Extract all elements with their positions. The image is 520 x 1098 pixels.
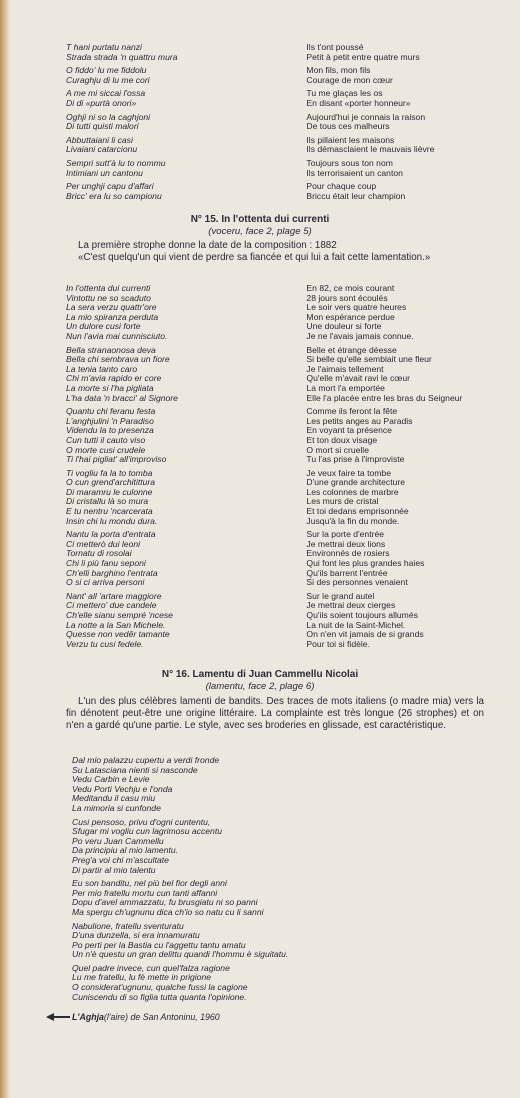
verse-line — [66, 169, 486, 179]
verse-line — [66, 53, 486, 63]
corsican-verse: Ci mettero' due candele — [66, 601, 157, 611]
section-15-intro-line: «C'est quelqu'un qui vient de perdre sa fiancée et qui lui a fait cette lamentation.» — [78, 252, 431, 263]
corsican-verse: D'una dunzella, si era innamuratu — [72, 930, 200, 941]
corsican-verse: Ma spergu ch'ugnunu dica ch'io so natu cu li sanni — [72, 906, 264, 917]
poem-section-16 — [72, 756, 472, 1006]
corsican-verse: Ch'elle sianu sempré 'ncese — [66, 611, 173, 620]
verse-line — [66, 488, 486, 498]
corsican-verse: O si ci arriva personi — [66, 578, 145, 588]
corsican-verse: Bella chi sembrava un fiore — [66, 355, 170, 365]
corsican-verse: Insin chi lu mondu dura. — [66, 516, 158, 526]
poem-section-15 — [66, 284, 486, 653]
french-translation: On n'en vit jamais de si grands — [306, 630, 424, 640]
french-translation: Je l'aimais tellement — [306, 364, 384, 374]
corsican-verse: Quel padre invece, cun quel'falza ragione — [72, 962, 230, 973]
french-translation: En 82, ce mois courant — [306, 284, 395, 293]
stanza — [66, 43, 486, 62]
stanza — [66, 159, 486, 178]
corsican-verse: Un n'è questu un gran delittu quandi l'hommu è siguitatu. — [72, 949, 289, 960]
french-translation: Sur le grand autel — [306, 591, 375, 601]
stanza — [72, 818, 472, 876]
verse-line — [66, 43, 486, 53]
french-translation: Si des personnes venaient — [306, 578, 408, 588]
corsican-verse: Ti vogliu fa la to tomba — [66, 468, 153, 478]
corsican-verse: La notte a la San Michele. — [66, 620, 166, 630]
corsican-verse: Cusi pensoso, privu d'ogni cuntentu, — [72, 816, 211, 827]
stanza — [66, 530, 486, 588]
french-translation: Une douleur si forte — [306, 322, 382, 332]
stanza — [66, 284, 486, 342]
section-16-intro-text: L'un des plus célèbres lamenti de bandits. Des traces de mots italiens (o madre mia) vers la fin dénotent peut-être une origine littéraire. La complainte est très longue (26 strophes) et on n'en a gardé qu'une partie. Le style, avec ses broderies en glissade, est caractéristique. — [66, 696, 484, 731]
french-translation: Les petits anges au Paradis — [306, 416, 413, 426]
corsican-verse: Sfugar mi vogliu cun lagrimosu accentu — [72, 826, 222, 837]
corsican-verse: Videndu la to presenza — [66, 426, 154, 436]
french-translation: Ils démasclaient le mauvais lièvre — [306, 145, 435, 155]
section-16-subtitle: (lamentu, face 2, plage 6) — [205, 681, 315, 692]
verse-line — [66, 355, 486, 365]
french-translation: En voyant ta présence — [306, 426, 392, 436]
verse-line — [66, 182, 486, 192]
corsican-verse: Preg'a voi chi m'ascultate — [72, 854, 169, 865]
corsican-verse: Per mio fratellu mortu cun tanti affanni — [72, 887, 218, 898]
stanza — [66, 346, 486, 404]
french-translation: En disant «porter honneur» — [306, 98, 411, 108]
verse-line — [66, 76, 486, 86]
verse-line — [66, 640, 486, 650]
french-translation: Qu'elle m'avait ravi le cœur — [306, 374, 410, 384]
french-translation: Belle et étrange déesse — [306, 345, 397, 355]
french-translation: Toujours sous ton nom — [306, 158, 393, 168]
french-translation: Elle l'a placée entre les bras du Seigneur — [306, 393, 463, 403]
french-translation: Tu l'as prise à l'improviste — [306, 455, 405, 465]
verse-line — [66, 559, 486, 569]
french-translation: Les colonnes de marbre — [306, 487, 399, 497]
corsican-verse: Su Latasciana nienti si nasconde — [72, 764, 198, 775]
corsican-verse: Ci metterò dui leoni — [66, 539, 141, 549]
french-translation: Je mettrai deux cierges — [306, 601, 396, 611]
corsican-verse: O fiddo' lu me fiddolu — [66, 66, 147, 76]
verse-line — [66, 192, 486, 202]
stanza — [66, 407, 486, 465]
corsican-verse: Nant' all 'artare maggiore — [66, 591, 162, 601]
corsican-verse: Verzu tu cusi fedele. — [66, 639, 144, 649]
corsican-verse: Nabulione, fratellu sventuratu — [72, 920, 184, 931]
verse-line — [66, 417, 486, 427]
corsican-verse: Intimiani un cantonu — [66, 168, 143, 178]
verse-line — [66, 303, 486, 313]
corsican-verse: O morte cusi crudele — [66, 445, 146, 455]
verse-line — [66, 478, 486, 488]
corsican-verse: Lu me fratellu, lu fè mette in prigione — [72, 972, 212, 983]
verse-line — [66, 611, 486, 621]
stanza — [66, 66, 486, 85]
french-translation: Ils terrorisaient un canton — [306, 168, 403, 178]
corsican-verse: Cun tutti il cauto viso — [66, 435, 146, 445]
french-translation: Comme ils feront la fête — [306, 407, 398, 417]
verse-line — [66, 426, 486, 436]
corsican-verse: Di maramru le culonne — [66, 487, 153, 497]
corsican-verse: Di partir al mio talentu — [72, 864, 156, 875]
caption-text: (l'aire) de San Antoninu, 1960 — [103, 1012, 220, 1022]
verse-line — [66, 322, 486, 332]
verse-line — [66, 517, 486, 527]
corsican-verse: Curaghju di lu me cori — [66, 75, 150, 85]
corsican-verse: T hani purtatu nanzi — [66, 43, 142, 52]
french-translation: Je mettrai deux lions — [306, 539, 386, 549]
french-translation: Le soir vers quatre heures — [306, 303, 407, 313]
corsican-verse: Vedu Carbin e Levie — [72, 774, 150, 785]
french-translation: Pour toi si fidèle. — [306, 639, 370, 649]
french-translation: La nuit de la Saint-Michel. — [306, 620, 406, 630]
verse-line — [66, 446, 486, 456]
corsican-verse: L'ha data 'n bracci' al Signore — [66, 393, 178, 403]
verse-line — [66, 384, 486, 394]
french-translation: Environnés de rosiers — [306, 549, 390, 559]
french-translation: Jusqu'à la fin du monde. — [306, 516, 400, 526]
corsican-verse: Ch'elli barghino l'entrata — [66, 568, 158, 578]
french-translation: Mon espérance perdue — [306, 312, 395, 322]
verse-line — [66, 436, 486, 446]
corsican-verse: O cun grend'architittura — [66, 478, 156, 488]
corsican-verse: A me mi siccai l'ossa — [66, 89, 146, 99]
corsican-verse: In l'ottenta dui currenti — [66, 284, 151, 293]
corsican-verse: Per unghji capu d'affari — [66, 182, 154, 192]
corsican-verse: Dopu d'avel ammazzatu, fu brusgiatu ni so panni — [72, 897, 258, 908]
stanza — [72, 922, 472, 960]
caption-prefix: L'Aghja — [72, 1012, 104, 1022]
verse-line — [66, 507, 486, 517]
section-15-intro — [66, 240, 484, 264]
verse-line — [66, 346, 486, 356]
corsican-verse: Sempri sutt'à lu to nommu — [66, 158, 166, 168]
corsican-verse: Livaiani catarcionu — [66, 145, 138, 155]
corsican-verse: Oghji ni so la caghjoni — [66, 112, 151, 122]
french-translation: Je veux faire ta tombe — [306, 468, 391, 478]
french-translation: Et toi dedans emprisonnée — [306, 507, 409, 517]
verse-line — [66, 407, 486, 417]
stanza — [72, 879, 472, 917]
corsican-verse: Quesse non vedêr tamante — [66, 630, 170, 640]
french-translation: D'une grande architecture — [306, 478, 406, 488]
corsican-verse: Tornatu di rosolai — [66, 549, 132, 559]
corsican-verse: La morte si l'ha pigliata — [66, 383, 154, 393]
verse-line — [66, 530, 486, 540]
french-translation: Aujourd'hui je connais la raison — [306, 112, 426, 122]
verse-line — [66, 374, 486, 384]
stanza — [66, 469, 486, 527]
stanza — [66, 113, 486, 132]
french-translation: Sur la porte d'entrée — [306, 530, 385, 540]
french-translation: Je ne l'avais jamais connue. — [306, 331, 414, 341]
photo-caption — [46, 1012, 220, 1022]
section-15-title: N° 15. In l'ottenta dui currenti — [190, 214, 330, 225]
french-translation: Tu me glaças les os — [306, 89, 383, 99]
verse-line — [66, 592, 486, 602]
verse-line — [66, 332, 486, 342]
verse-line — [66, 113, 486, 123]
corsican-verse: Ti l'hai pigliat' all'improviso — [66, 455, 167, 465]
corsican-verse: Eu son banditu, nel più bel fior degli anni — [72, 878, 227, 889]
verse-line — [66, 630, 486, 640]
french-translation: Qui font les plus grandes haies — [306, 559, 425, 569]
french-translation: O mort si cruelle — [306, 445, 369, 455]
corsican-verse: Meditandu il casu miu — [72, 793, 156, 804]
verse-line — [66, 365, 486, 375]
corsican-verse: Strada strada 'n quattru mura — [66, 52, 178, 62]
corsican-verse: Nantu la porta d'entrata — [66, 530, 156, 540]
corsican-verse: Bricc' era lu so campionu — [66, 191, 162, 201]
corsican-verse: Vedu Porti Vechju e l'onda — [72, 783, 173, 794]
french-translation: Qu'ils barrent l'entrée — [306, 568, 388, 578]
stanza — [66, 136, 486, 155]
french-translation: Pour chaque coup — [306, 182, 377, 192]
french-translation: La mort l'a emportée — [306, 383, 385, 393]
verse-line — [66, 294, 486, 304]
corsican-verse: L'anghjulini 'n Paradiso — [66, 416, 154, 426]
verse-line — [66, 578, 486, 588]
corsican-verse: Nun l'avia mai cunnisciuto. — [66, 331, 168, 341]
stanza — [66, 89, 486, 108]
corsican-verse: Dal mio palazzu cupertu a verdi fronde — [72, 755, 220, 765]
verse-line — [66, 540, 486, 550]
section-15-heading — [0, 214, 520, 237]
corsican-verse: La sera verzu quattr'ore — [66, 303, 157, 313]
verse-line — [66, 549, 486, 559]
corsican-verse: Abbuttaiani li casi — [66, 135, 133, 145]
verse-line — [66, 469, 486, 479]
corsican-verse: Chi m'avia rapido er core — [66, 374, 162, 384]
verse-line — [66, 601, 486, 611]
arrow-left-icon — [46, 1012, 70, 1022]
corsican-verse: Bella stranaonosa deva — [66, 345, 156, 355]
stanza — [72, 756, 472, 814]
section-16-heading — [0, 669, 520, 692]
french-translation: Les murs de cristal — [306, 497, 379, 507]
french-translation: Mon fils, mon fils — [306, 66, 371, 76]
french-translation: Courage de mon cœur — [306, 75, 393, 85]
french-translation: Briccu était leur champion — [306, 191, 406, 201]
corsican-verse: La mimoria si cunfonde — [72, 802, 161, 813]
verse-line — [66, 455, 486, 465]
verse-line — [66, 313, 486, 323]
french-translation: Ils t'ont poussé — [306, 43, 364, 52]
section-15-subtitle: (voceru, face 2, plage 5) — [208, 226, 312, 237]
verse-line — [66, 497, 486, 507]
corsican-verse: Di tutti quisti malori — [66, 122, 139, 132]
corsican-verse: Di cristallu là so mura — [66, 497, 149, 507]
stanza — [66, 592, 486, 650]
french-translation: Petit à petit entre quatre murs — [306, 52, 420, 62]
verse-line — [66, 159, 486, 169]
corsican-verse: La mio spiranza perduta — [66, 312, 159, 322]
verse-line — [66, 66, 486, 76]
french-translation: 28 jours sont écoulés — [306, 293, 388, 303]
corsican-verse: Vintottu ne so scaduto — [66, 293, 151, 303]
verse-line — [66, 145, 486, 155]
corsican-verse: Cuniscendu di so figlia tutta quanta l'opinione. — [72, 991, 247, 1002]
verse-line — [66, 89, 486, 99]
section-16-title: N° 16. Lamentu di Juan Cammellu Nicolai — [161, 669, 359, 680]
verse-line — [66, 569, 486, 579]
french-translation: Et ton doux visage — [306, 435, 378, 445]
corsican-verse: Da principiu al mio lamentu. — [72, 845, 179, 856]
corsican-verse: Di di «purtà onori» — [66, 98, 137, 108]
corsican-verse: Un dulore cusi forte — [66, 322, 141, 332]
stanza — [72, 964, 472, 1002]
stanza — [66, 182, 486, 201]
verse-line — [66, 136, 486, 146]
verse-line — [66, 284, 486, 294]
verse-line — [66, 99, 486, 109]
section-16-intro — [66, 696, 484, 732]
verse-line — [66, 122, 486, 132]
corsican-verse: Po perti per la Bastia cu l'aggettu tantu amatu — [72, 939, 246, 950]
corsican-verse: Chi li più fanu seponi — [66, 559, 146, 569]
corsican-verse: Po veru Juan Cammellu — [72, 835, 164, 846]
corsican-verse: O considerat'ugnunu, qualche fussi la cagione — [72, 982, 248, 993]
verse-line — [66, 394, 486, 404]
corsican-verse: E tu nentru 'ncarcerata — [66, 507, 153, 517]
poem-top-continuation — [66, 43, 486, 205]
corsican-verse: Quantu chi feranu festa — [66, 407, 156, 417]
french-translation: Qu'ils soient toujours allumés — [306, 611, 418, 620]
french-translation: De tous ces malheurs — [306, 122, 390, 132]
french-translation: Si belle qu'elle semblait une fleur — [306, 355, 432, 365]
french-translation: Ils pillaient les maisons — [306, 135, 395, 145]
corsican-verse: La tenia tanto caro — [66, 364, 138, 374]
section-15-intro-line: La première strophe donne la date de la composition : 1882 — [78, 240, 337, 251]
verse-line — [66, 621, 486, 631]
